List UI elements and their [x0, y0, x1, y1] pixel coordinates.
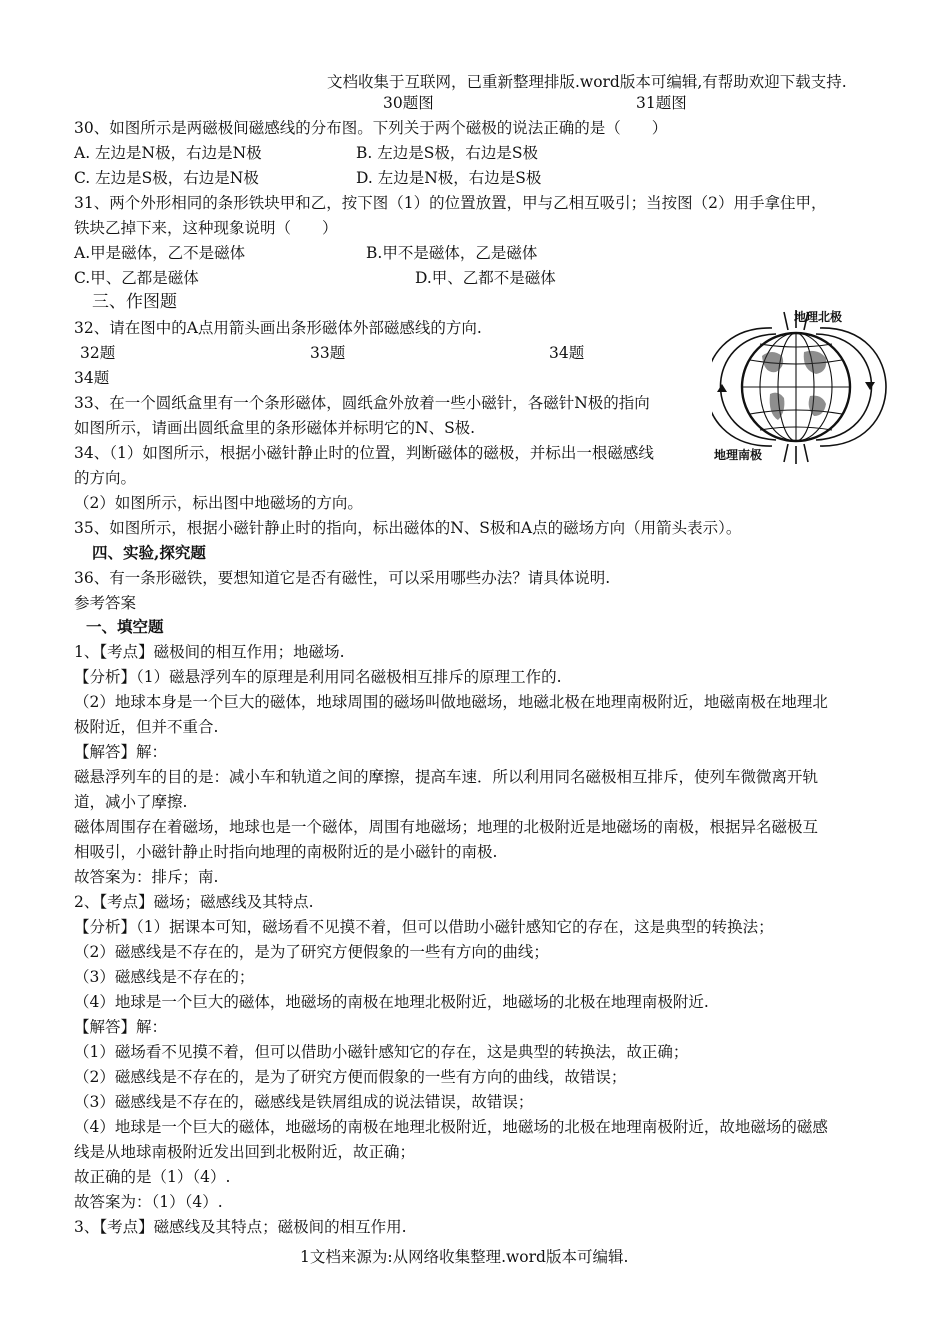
fig30-label: 30题图 — [383, 94, 434, 112]
section-experiment-title: 四、实验,探究题 — [92, 543, 206, 562]
q33-line1: 33、在一个圆纸盒里有一个条形磁体，圆纸盒外放着一些小磁针，各磁针N极的指向 — [74, 394, 650, 412]
a2-line-5: 线是从地球南极附近发出回到北极附近，故正确； — [74, 1143, 416, 1161]
q30-stem: 30、如图所示是两磁极间磁感线的分布图。下列关于两个磁极的说法正确的是（ ） — [74, 119, 668, 137]
a2-kaodian: 2、【考点】磁场；磁感线及其特点. — [74, 893, 314, 911]
label-33: 33题 — [310, 344, 346, 362]
a2-line-1: （1）磁场看不见摸不着，但可以借助小磁针感知它的存在，这是典型的转换法，故正确； — [74, 1043, 689, 1061]
answers-title: 参考答案 — [74, 594, 137, 612]
earth-magnetic-field-figure — [712, 306, 888, 466]
a2-line-4: （4）地球是一个巨大的磁体，地磁场的南极在地理北极附近，地磁场的北极在地理南极附近，故地磁场的磁感 — [74, 1118, 828, 1136]
q31-option-d: D.甲、乙都不是磁体 — [415, 269, 556, 287]
a2-line-2: （2）磁感线是不存在的，是为了研究方便而假象的一些有方向的曲线，故错误； — [74, 1068, 627, 1086]
answers-section1-title: 一、填空题 — [86, 617, 164, 636]
q34-line3: （2）如图所示，标出图中地磁场的方向。 — [74, 494, 363, 512]
a1-line-1: 磁悬浮列车的目的是：减小车和轨道之间的摩擦，提高车速．所以利用同名磁极相互排斥，使列车微微离开轨 — [74, 768, 819, 786]
geographic-south-label: 地理南极 — [714, 448, 763, 462]
a2-jieda: 【解答】解： — [74, 1018, 168, 1036]
q33-line2: 如图所示，请画出圆纸盒里的条形磁体并标明它的N、S极. — [74, 419, 476, 437]
q31-option-a: A.甲是磁体，乙不是磁体 — [74, 244, 246, 262]
a2-fenxi-1: 【分析】（1）据课本可知，磁场看不见摸不着，但可以借助小磁针感知它的存在，这是典型的转换法； — [74, 918, 774, 936]
a1-line-3: 磁体周围存在着磁场，地球也是一个磁体，周围有地磁场；地理的北极附近是地磁场的南极，根据异名磁极互 — [74, 818, 819, 836]
a1-line-4: 相吸引，小磁针静止时指向地理的南极附近的是小磁针的南极. — [74, 843, 498, 861]
label-34: 34题 — [549, 344, 585, 362]
q31-option-c: C.甲、乙都是磁体 — [74, 269, 199, 287]
q35-text: 35、如图所示，根据小磁针静止时的指向，标出磁体的N、S极和A点的磁场方向（用箭头表示）。 — [74, 519, 742, 537]
page-footer: 1文档来源为:从网络收集整理.word版本可编辑. — [300, 1248, 629, 1266]
q30-option-c: C. 左边是S极，右边是N极 — [74, 169, 259, 187]
earth-globe-icon — [712, 306, 888, 466]
fig31-label: 31题图 — [636, 94, 687, 112]
label-34-second: 34题 — [74, 369, 110, 387]
a2-line-3: （3）磁感线是不存在的，磁感线是铁屑组成的说法错误，故错误； — [74, 1093, 534, 1111]
q30-option-a: A. 左边是N极，右边是N极 — [74, 144, 262, 162]
a3-kaodian: 3、【考点】磁感线及其特点；磁极间的相互作用. — [74, 1218, 407, 1236]
a1-fenxi-1: 【分析】（1）磁悬浮列车的原理是利用同名磁极相互排斥的原理工作的. — [74, 668, 562, 686]
q32-text: 32、请在图中的A点用箭头画出条形磁体外部磁感线的方向. — [74, 319, 482, 337]
q31-option-b: B.甲不是磁体，乙是磁体 — [366, 244, 538, 262]
a2-fenxi-4: （4）地球是一个巨大的磁体，地磁场的南极在地理北极附近，地磁场的北极在地理南极附近. — [74, 993, 709, 1011]
a2-line-6: 故正确的是（1）（4）. — [74, 1168, 231, 1186]
a1-fenxi-2: （2）地球本身是一个巨大的磁体，地球周围的磁场叫做地磁场，地磁北极在地理南极附近，地磁南极在地理北 — [74, 693, 828, 711]
section-drawing-title: 三、作图题 — [92, 292, 177, 312]
a1-jieda: 【解答】解： — [74, 743, 168, 761]
q36-text: 36、有一条形磁铁，要想知道它是否有磁性，可以采用哪些办法？请具体说明. — [74, 569, 611, 587]
q30-option-d: D. 左边是N极，右边是S极 — [356, 169, 542, 187]
a1-result: 故答案为：排斥；南. — [74, 868, 219, 886]
a1-line-2: 道，减小了摩擦. — [74, 793, 188, 811]
geographic-north-label: 地理北极 — [794, 310, 843, 324]
q34-line1: 34、（1）如图所示，根据小磁针静止时的位置，判断磁体的磁极，并标出一根磁感线 — [74, 444, 654, 462]
q31-stem-line2: 铁块乙掉下来，这种现象说明（ ） — [74, 219, 338, 237]
a1-kaodian: 1、【考点】磁极间的相互作用；地磁场. — [74, 643, 345, 661]
label-32: 32题 — [80, 344, 116, 362]
q31-stem-line1: 31、两个外形相同的条形铁块甲和乙，按下图（1）的位置放置，甲与乙相互吸引；当按图（2）用手拿住甲， — [74, 194, 827, 212]
a1-fenxi-3: 极附近，但并不重合. — [74, 718, 219, 736]
a2-fenxi-3: （3）磁感线是不存在的； — [74, 968, 255, 986]
q34-line2: 的方向。 — [74, 469, 137, 487]
q30-option-b: B. 左边是S极，右边是S极 — [356, 144, 538, 162]
a2-result: 故答案为：（1）（4）. — [74, 1193, 223, 1211]
a2-fenxi-2: （2）磁感线是不存在的，是为了研究方便假象的一些有方向的曲线； — [74, 943, 549, 961]
header-note: 文档收集于互联网，已重新整理排版.word版本可编辑,有帮助欢迎下载支持. — [327, 73, 847, 91]
